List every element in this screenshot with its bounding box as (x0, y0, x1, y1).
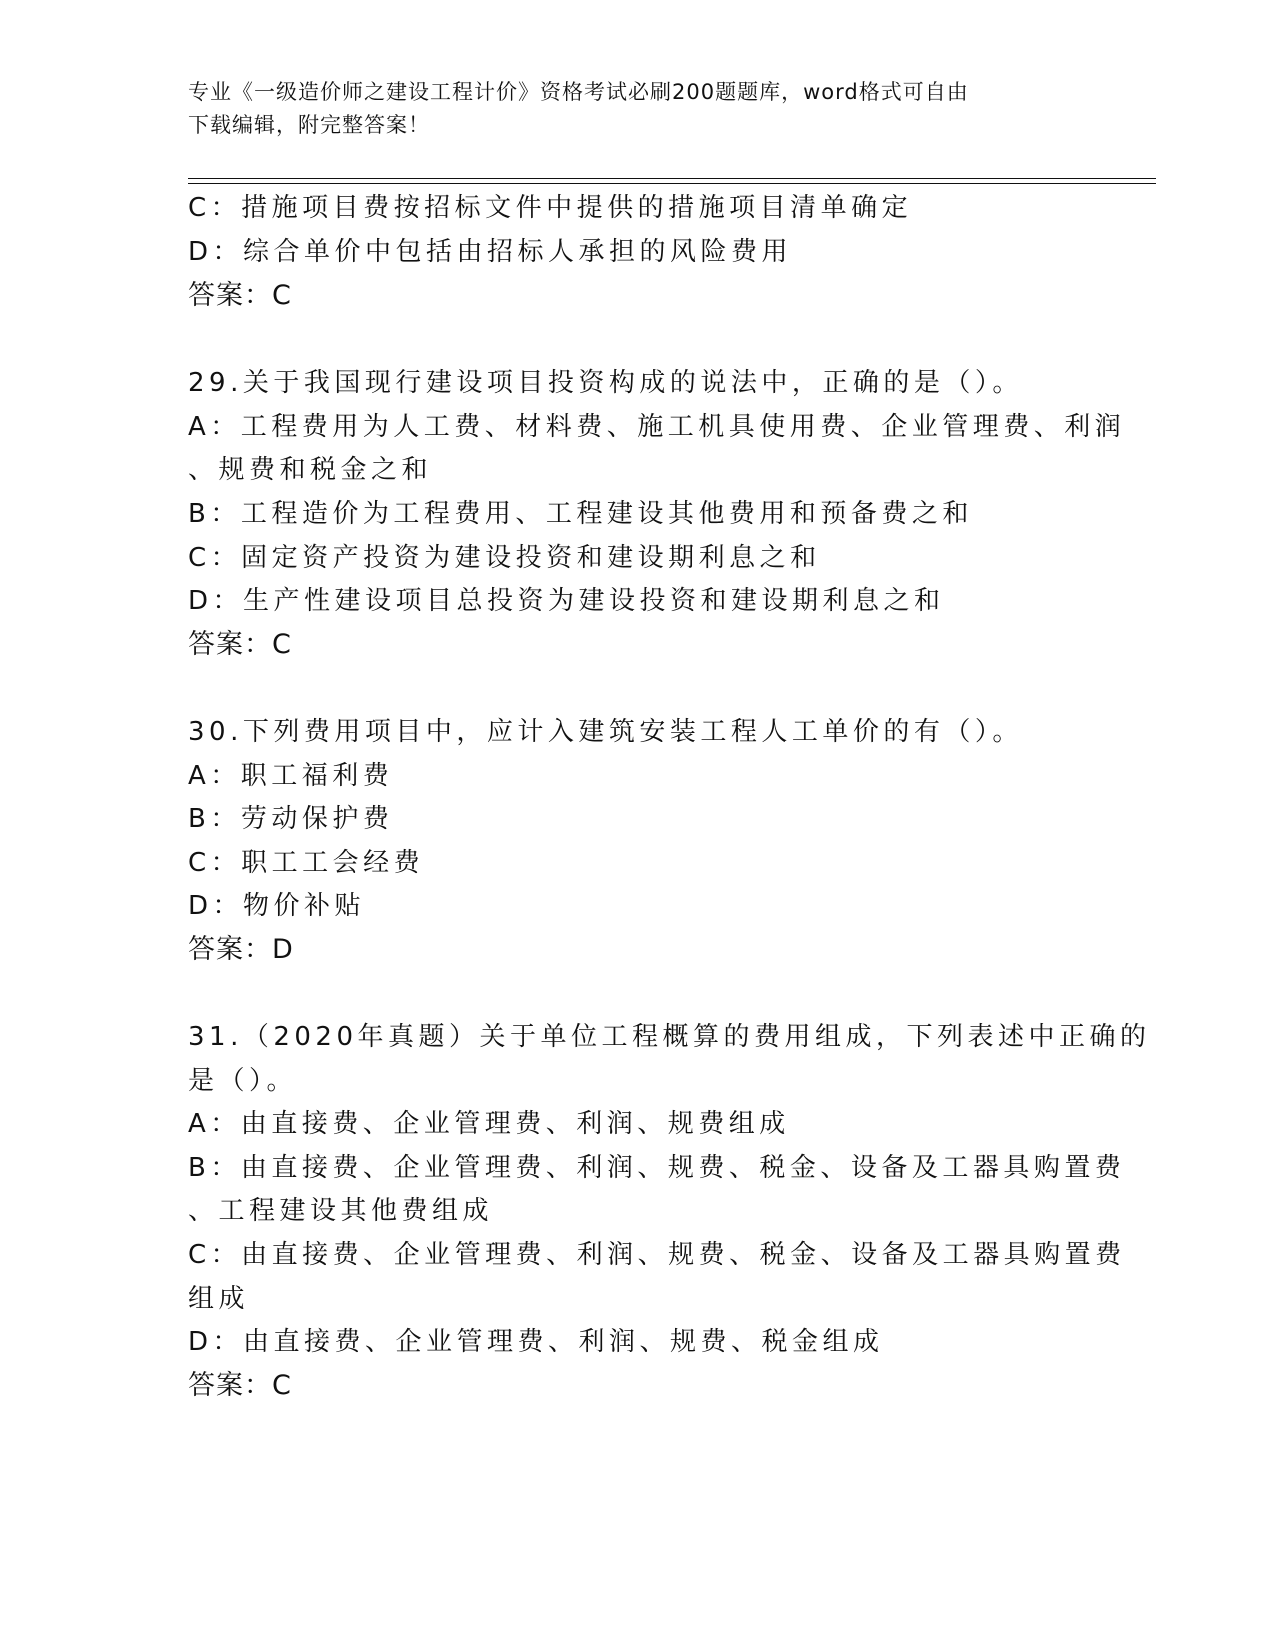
q30-option-a: A：职工福利费 (188, 761, 394, 791)
q30-stem: 30.下列费用项目中，应计入建筑安装工程人工单价的有（）。 (188, 717, 1023, 747)
q30-option-b: B：劳动保护费 (188, 804, 394, 834)
q29-answer: 答案：C (188, 629, 292, 660)
q30-option-c: C：职工工会经费 (188, 848, 425, 878)
q31-option-c-line2: 组成 (188, 1284, 250, 1314)
q31-option-a: A：由直接费、企业管理费、利润、规费组成 (188, 1109, 790, 1139)
header-rule-top (188, 178, 1156, 179)
q31-option-c-line1: C：由直接费、企业管理费、利润、规费、税金、设备及工器具购置费 (188, 1240, 1126, 1270)
q29-option-b: B：工程造价为工程费用、工程建设其他费用和预备费之和 (188, 499, 973, 529)
header-rule-bottom (188, 183, 1156, 184)
q31-stem-line2: 是（）。 (188, 1066, 298, 1096)
q31-stem-line1: 31.（2020年真题）关于单位工程概算的费用组成，下列表述中正确的 (188, 1022, 1151, 1052)
q29-option-a-line1: A：工程费用为人工费、材料费、施工机具使用费、企业管理费、利润 (188, 412, 1126, 442)
q31-answer: 答案：C (188, 1370, 292, 1401)
q30-option-d: D：物价补贴 (188, 891, 366, 921)
q31-option-b-line2: 、工程建设其他费组成 (188, 1196, 494, 1226)
q31-option-b-line1: B：由直接费、企业管理费、利润、规费、税金、设备及工器具购置费 (188, 1153, 1126, 1183)
q29-option-d: D：生产性建设项目总投资为建设投资和建设期利息之和 (188, 586, 945, 616)
q29-stem: 29.关于我国现行建设项目投资构成的说法中，正确的是（）。 (188, 368, 1023, 398)
q28-answer: 答案：C (188, 280, 292, 311)
q30-answer: 答案：D (188, 934, 294, 965)
q28-option-d: D：综合单价中包括由招标人承担的风险费用 (188, 237, 793, 267)
q31-option-d: D：由直接费、企业管理费、利润、规费、税金组成 (188, 1327, 884, 1357)
q29-option-a-line2: 、规费和税金之和 (188, 455, 433, 485)
page-header: 专业《一级造价师之建设工程计价》资格考试必刷200题题库，word格式可自由 下载编辑，附完整答案！ (188, 80, 969, 137)
q28-option-c: C：措施项目费按招标文件中提供的措施项目清单确定 (188, 193, 913, 223)
q29-option-c: C：固定资产投资为建设投资和建设期利息之和 (188, 543, 821, 573)
